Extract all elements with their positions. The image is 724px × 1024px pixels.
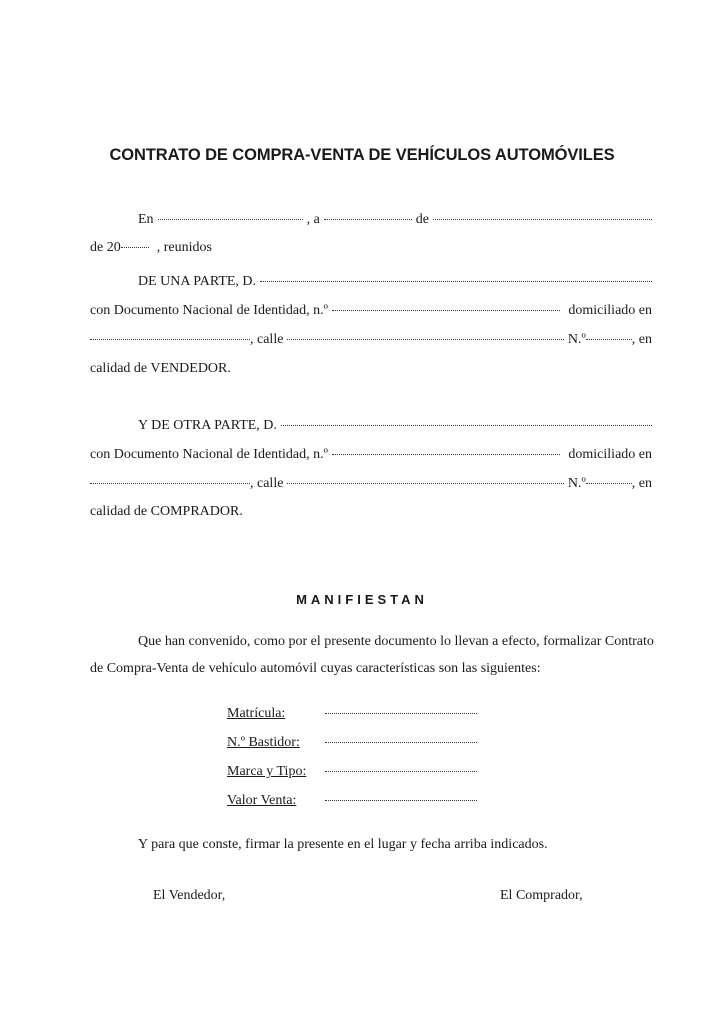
- buyer-signature-label: El Comprador,: [500, 888, 583, 903]
- closing-text: Y para que conste, firmar la presente en el lugar y fecha arriba indicados.: [138, 837, 548, 852]
- valor-label: Valor Venta:: [227, 793, 297, 808]
- de-20-label: de 20: [90, 240, 121, 255]
- buyer-name-line: [138, 417, 652, 435]
- seller-role-line: [90, 360, 231, 378]
- buyer-dni-label: con Documento Nacional de Identidad, n.º: [90, 447, 328, 462]
- seller-signature-label: El Vendedor,: [153, 888, 226, 903]
- place-blank[interactable]: [158, 219, 303, 220]
- seller-dni-line: [90, 302, 652, 320]
- matricula-label: Matrícula:: [227, 706, 286, 721]
- seller-domiciliado-label: domiciliado en: [568, 303, 652, 318]
- bastidor-blank[interactable]: [325, 742, 477, 743]
- marca-blank[interactable]: [325, 771, 477, 772]
- seller-name-line: [138, 273, 652, 291]
- manifiestan-heading: MANIFIESTAN: [296, 592, 428, 607]
- manifiestan-line-2: de Compra-Venta de vehículo automóvil cuyas características son las siguientes:: [90, 661, 541, 676]
- buyer-dni-line: [90, 446, 652, 464]
- seller-intro: DE UNA PARTE, D.: [138, 274, 257, 289]
- day-blank[interactable]: [324, 219, 412, 220]
- buyer-dni-blank[interactable]: [332, 454, 560, 455]
- month-blank[interactable]: [433, 219, 652, 220]
- en-label: En: [138, 212, 154, 227]
- buyer-name-blank[interactable]: [281, 425, 652, 426]
- seller-number-blank[interactable]: [586, 339, 632, 340]
- reunidos-label: , reunidos: [156, 240, 212, 255]
- bastidor-label: N.º Bastidor:: [227, 735, 300, 750]
- vehicle-field-bastidor: [227, 734, 477, 752]
- seller-name-blank[interactable]: [260, 281, 652, 282]
- buyer-numero-label: N.º: [567, 476, 586, 491]
- seller-dni-blank[interactable]: [332, 310, 560, 311]
- seller-numero-label: N.º: [567, 332, 586, 347]
- vehicle-field-valor: [227, 792, 477, 810]
- vehicle-field-matricula: [227, 705, 477, 723]
- seller-dni-label: con Documento Nacional de Identidad, n.º: [90, 303, 328, 318]
- year-line: [90, 239, 212, 257]
- valor-blank[interactable]: [325, 800, 477, 801]
- seller-city-blank[interactable]: [90, 339, 250, 340]
- buyer-intro: Y DE OTRA PARTE, D.: [138, 418, 277, 433]
- seller-role: calidad de VENDEDOR.: [90, 361, 231, 376]
- year-blank[interactable]: [121, 247, 149, 248]
- buyer-en-label: , en: [631, 476, 652, 491]
- buyer-street-blank[interactable]: [287, 483, 563, 484]
- place-date-line: [138, 211, 652, 229]
- a-label: , a: [306, 212, 320, 227]
- matricula-blank[interactable]: [325, 713, 477, 714]
- buyer-calle-label: , calle: [250, 476, 284, 491]
- seller-calle-label: , calle: [250, 332, 284, 347]
- buyer-city-blank[interactable]: [90, 483, 250, 484]
- seller-en-label: , en: [631, 332, 652, 347]
- document-title: CONTRATO DE COMPRA-VENTA DE VEHÍCULOS AUTOMÓVILES: [109, 146, 615, 164]
- buyer-domiciliado-label: domiciliado en: [568, 447, 652, 462]
- vehicle-field-marca: [227, 763, 477, 781]
- seller-address-line: [90, 331, 652, 349]
- manifiestan-line-1: Que han convenido, como por el presente documento lo llevan a efecto, formalizar Contrato: [138, 634, 654, 649]
- de-label: de: [415, 212, 429, 227]
- buyer-role: calidad de COMPRADOR.: [90, 504, 243, 519]
- seller-street-blank[interactable]: [287, 339, 563, 340]
- buyer-role-line: [90, 503, 243, 521]
- buyer-number-blank[interactable]: [586, 483, 632, 484]
- buyer-address-line: [90, 475, 652, 493]
- marca-label: Marca y Tipo:: [227, 764, 307, 779]
